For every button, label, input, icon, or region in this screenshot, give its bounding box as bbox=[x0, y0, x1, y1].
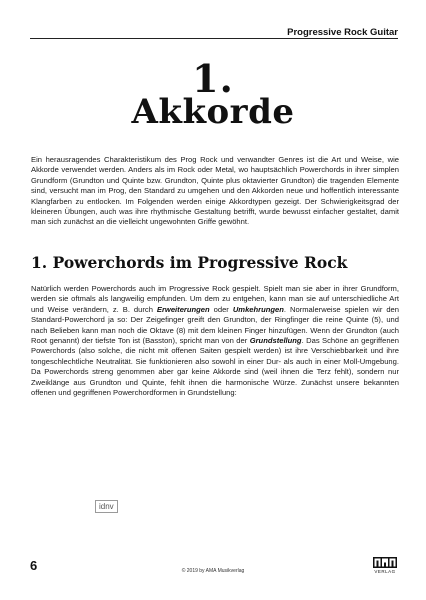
copyright-notice: © 2019 by AMA Musikverlag bbox=[181, 568, 245, 574]
paragraph-text: . Das Schöne an gegriffenen Powerchords (also solche, die nicht mit offenen Saiten gespielt werden) ist ihre Verschiebbarkeit und ihre tongeschlechtliche Neutralität. Sie funktionieren also sowohl in einer Dur- als auch in einer Moll-Umgebung. Da Powerchords streng genommen aber gar keine Akkorde sind (weil ihnen die Terz fehlt), sondern nur Zweiklänge aus Grundton und Quinte, fehlt ihnen die harmonische Würze. Zunächst unsere bekannten offenen und gegriffenen Powerchordformen in Grundstellung: bbox=[31, 336, 399, 398]
page-number: 6 bbox=[30, 558, 38, 573]
section-heading: 1. Powerchords im Progressive Rock bbox=[31, 253, 348, 272]
paragraph-text: Natürlich werden Powerchords auch im Progressive Rock gespielt. Spielt man sie aber in ihrer Grundform, werden sie oftmals als langweilig empfunden. Um dem zu entgehen, kann man sie auf unterschiedliche Art und Weise verändern, z. B. durch bbox=[31, 284, 399, 314]
paragraph-text: . Normalerweise spielen wir den Standard-Powerchord ja so: Der Zeigefinger greift den Grundton, der Ringfinger die reine Quinte (5), und nach Belieben kann man noch die Oktave (8) mit dem kleinen Finger hinzufügen. Wenn der Grundton (auch Root genannt) der tiefste Ton ist (Basston), spricht man von der bbox=[31, 304, 400, 346]
term-erweiterungen: Erweiterungen bbox=[156, 304, 210, 314]
intro-paragraph: Ein herausragendes Charakteristikum des Prog Rock und verwandter Genres ist die Art und Weise, wie Akkorde verwendet werden. Anders als im Rock oder Metal, wo hauptsächlich Powerchords in ihrer simplen Grundform (Grundton und Quinte bzw. Grundton, Quinte plus oktavierter Grundton) die tragenden Elemente sind, versucht man im Prog, den Standard zu umgehen und den Akkorden neue und hoffentlich interessante Klangfarben zu entlocken. Im Folgenden werden einige Akkordtypen gezeigt. Der Schwierigkeitsgrad der kleineren Übungen, auch was ihre rhythmische Gestaltung betrifft, wurde bewusst einfacher gestaltet, damit man sich zunächst an die vielleicht ungewohnten Griffe gewöhnt. bbox=[31, 155, 399, 227]
term-grundstellung: Grundstellung bbox=[249, 336, 302, 346]
running-header-title: Progressive Rock Guitar bbox=[287, 27, 398, 38]
chapter-title: Akkorde bbox=[131, 92, 295, 132]
section-paragraph bbox=[31, 284, 399, 398]
publisher-logo bbox=[373, 557, 397, 574]
paragraph-text: oder bbox=[209, 304, 233, 314]
header-rule bbox=[30, 38, 398, 39]
chapter-number: 1. bbox=[192, 56, 234, 101]
idnv-stamp: idnv bbox=[95, 500, 118, 513]
logo-label: VERLAG bbox=[374, 569, 396, 574]
ama-logo-icon bbox=[373, 557, 397, 568]
term-umkehrungen: Umkehrungen bbox=[232, 304, 284, 314]
